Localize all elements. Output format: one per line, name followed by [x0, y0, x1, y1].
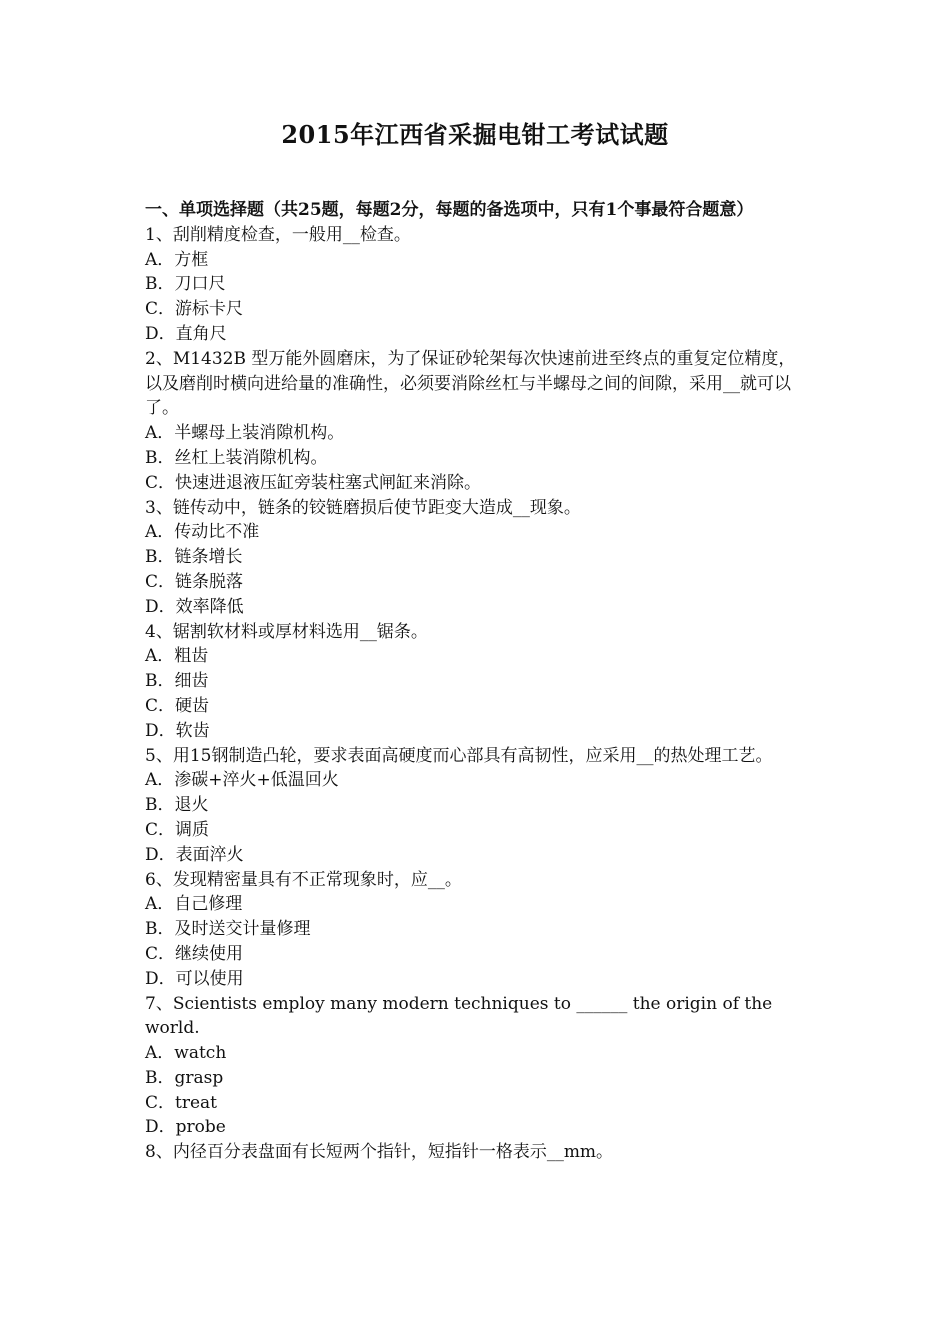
answer-option: A．自己修理 [145, 894, 243, 915]
answer-option: B．退火 [145, 795, 209, 816]
answer-option: A．传动比不准 [145, 522, 260, 543]
question-5 [145, 744, 810, 868]
answer-option: B．及时送交计量修理 [145, 919, 311, 940]
answer-option: D．直角尺 [145, 323, 227, 344]
question-4 [145, 620, 810, 744]
answer-option: D．probe [145, 1117, 226, 1138]
question-stem: 7、Scientists employ many modern techniques to ______ the origin of the world. [145, 993, 778, 1039]
answer-option: D．可以使用 [145, 968, 244, 989]
section-heading: 一、单项选择题（共25题，每题2分，每题的备选项中，只有1个事最符合题意） [145, 200, 754, 220]
question-stem: 4、锯割软材料或厚材料选用__锯条。 [145, 621, 428, 642]
question-list [145, 198, 810, 1165]
answer-option: B．链条增长 [145, 547, 243, 568]
answer-option: C．调质 [145, 819, 210, 840]
answer-option: C．快速进退液压缸旁装柱塞式闸缸来消除。 [145, 472, 482, 493]
answer-option: D．效率降低 [145, 596, 244, 617]
answer-option: C．硬齿 [145, 695, 210, 716]
question-7 [145, 992, 810, 1141]
question-1 [145, 223, 810, 347]
answer-option: C．继续使用 [145, 943, 244, 964]
question-stem: 8、内径百分表盘面有长短两个指针，短指针一格表示__mm。 [145, 1142, 614, 1163]
question-stem: 2、M1432B 型万能外圆磨床，为了保证砂轮架每次快速前进至终点的重复定位精度，以及磨削时横向进给量的准确性，必须要消除丝杠与半螺母之间的间隙，采用__就可以了。 [145, 348, 796, 419]
question-2 [145, 347, 810, 496]
answer-option: C．链条脱落 [145, 571, 244, 592]
question-6 [145, 868, 810, 992]
answer-option: B．丝杠上装消隙机构。 [145, 447, 328, 468]
question-stem: 6、发现精密量具有不正常现象时，应__。 [145, 869, 462, 890]
answer-option: B．细齿 [145, 671, 209, 692]
question-8 [145, 1140, 810, 1165]
answer-option: A．方框 [145, 249, 209, 270]
answer-option: D．表面淬火 [145, 844, 244, 865]
answer-option: A．渗碳+淬火+低温回火 [145, 770, 339, 791]
answer-option: B．grasp [145, 1067, 224, 1088]
answer-option: A．watch [145, 1043, 227, 1064]
question-3 [145, 496, 810, 620]
answer-option: B．刀口尺 [145, 274, 226, 295]
answer-option: C．游标卡尺 [145, 299, 244, 320]
question-stem: 1、刮削精度检查，一般用__检查。 [145, 224, 411, 245]
answer-option: D．软齿 [145, 720, 210, 741]
document-title: 2015年江西省采掘电钳工考试试题 [281, 120, 669, 149]
answer-option: C．treat [145, 1092, 217, 1113]
answer-option: A．粗齿 [145, 646, 209, 667]
answer-option: A．半螺母上装消隙机构。 [145, 423, 345, 444]
question-stem: 3、链传动中，链条的铰链磨损后使节距变大造成__现象。 [145, 497, 581, 518]
question-stem: 5、用15钢制造凸轮，要求表面高硬度而心部具有高韧性，应采用__的热处理工艺。 [145, 745, 773, 766]
